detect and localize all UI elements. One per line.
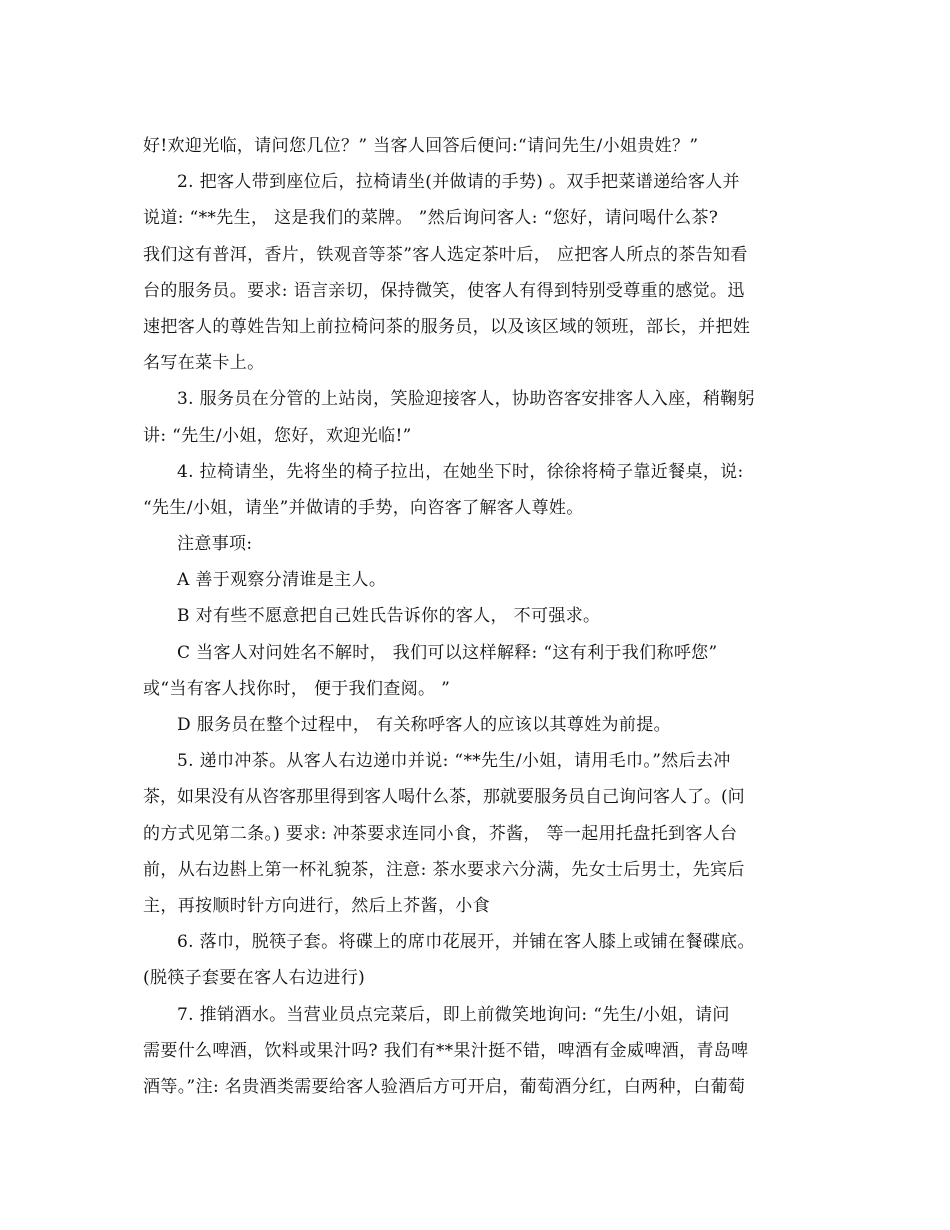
paragraph-line: 6. 落巾，脱筷子套。将碟上的席巾花展开，并铺在客人膝上或铺在餐碟底。 bbox=[177, 932, 755, 953]
paragraph-line: 名写在菜卡上。 bbox=[143, 353, 265, 374]
paragraph-line: 讲: “先生/小姐，您好，欢迎光临!” bbox=[143, 425, 412, 446]
paragraph-line: 前，从右边斟上第一杯礼貌茶，注意: 茶水要求六分满，先女士后男士，先宾后 bbox=[143, 859, 745, 880]
paragraph-line: 主，再按顺时针方向进行，然后上芥酱，小食 bbox=[143, 895, 490, 916]
paragraph-line: 4. 拉椅请坐，先将坐的椅子拉出，在她坐下时，徐徐将椅子靠近餐桌，说: bbox=[177, 461, 744, 482]
paragraph-line: 茶，如果没有从咨客那里得到客人喝什么茶，那就要服务员自己询问客人了。(问 bbox=[143, 787, 745, 808]
paragraph-line: 速把客人的尊姓告知上前拉椅问茶的服务员，以及该区域的领班，部长，并把姓 bbox=[143, 316, 751, 337]
paragraph-line: 5. 递巾冲茶。从客人右边递巾并说: “**先生/小姐，请用毛巾。”然后去冲 bbox=[177, 751, 731, 772]
section-heading: 注意事项: bbox=[177, 534, 253, 555]
list-item: B 对有些不愿意把自己姓氏告诉你的客人， 不可强求。 bbox=[177, 606, 601, 627]
paragraph-line: 台的服务员。要求: 语言亲切，保持微笑，使客人有得到特别受尊重的感觉。迅 bbox=[143, 280, 745, 301]
paragraph-line: 说道: “**先生， 这是我们的菜牌。 ”然后询问客人: “您好，请问喝什么茶? bbox=[143, 208, 719, 229]
paragraph-line: 2. 把客人带到座位后，拉椅请坐(并做请的手势) 。双手把菜谱递给客人并 bbox=[177, 172, 740, 193]
paragraph-line: 好!欢迎光临，请问您几位？” 当客人回答后便问:“请问先生/小姐贵姓？” bbox=[143, 136, 699, 156]
list-item: C 当客人对问姓名不解时， 我们可以这样解释: “这有利于我们称呼您” bbox=[177, 642, 718, 663]
paragraph-line: 或“当有客人找你时， 便于我们查阅。 ” bbox=[143, 678, 451, 699]
paragraph-line: 需要什么啤酒，饮料或果汁吗? 我们有**果汁挺不错，啤酒有金威啤酒，青岛啤 bbox=[143, 1040, 749, 1061]
paragraph-line: 7. 推销酒水。当营业员点完菜后，即上前微笑地询问: “先生/小姐，请问 bbox=[177, 1004, 730, 1025]
paragraph-line: “先生/小姐，请坐”并做请的手势，向咨客了解客人尊姓。 bbox=[143, 497, 584, 518]
paragraph-line: (脱筷子套要在客人右边进行) bbox=[143, 968, 366, 989]
paragraph-line: 3. 服务员在分管的上站岗，笑脸迎接客人，协助咨客安排客人入座，稍鞠躬 bbox=[177, 389, 755, 410]
document-body bbox=[143, 128, 808, 1105]
list-item: A 善于观察分清谁是主人。 bbox=[177, 570, 387, 591]
paragraph-line: 我们这有普洱，香片，铁观音等茶”客人选定茶叶后， 应把客人所点的茶告知看 bbox=[143, 244, 748, 265]
paragraph-line: 的方式见第二条。) 要求: 冲茶要求连同小食，芥酱， 等一起用托盘托到客人台 bbox=[143, 823, 738, 844]
paragraph-line: 酒等。”注: 名贵酒类需要给客人验酒后方可开启，葡萄酒分红，白两种，白葡萄 bbox=[143, 1076, 746, 1097]
list-item: D 服务员在整个过程中， 有关称呼客人的应该以其尊姓为前提。 bbox=[177, 715, 671, 735]
